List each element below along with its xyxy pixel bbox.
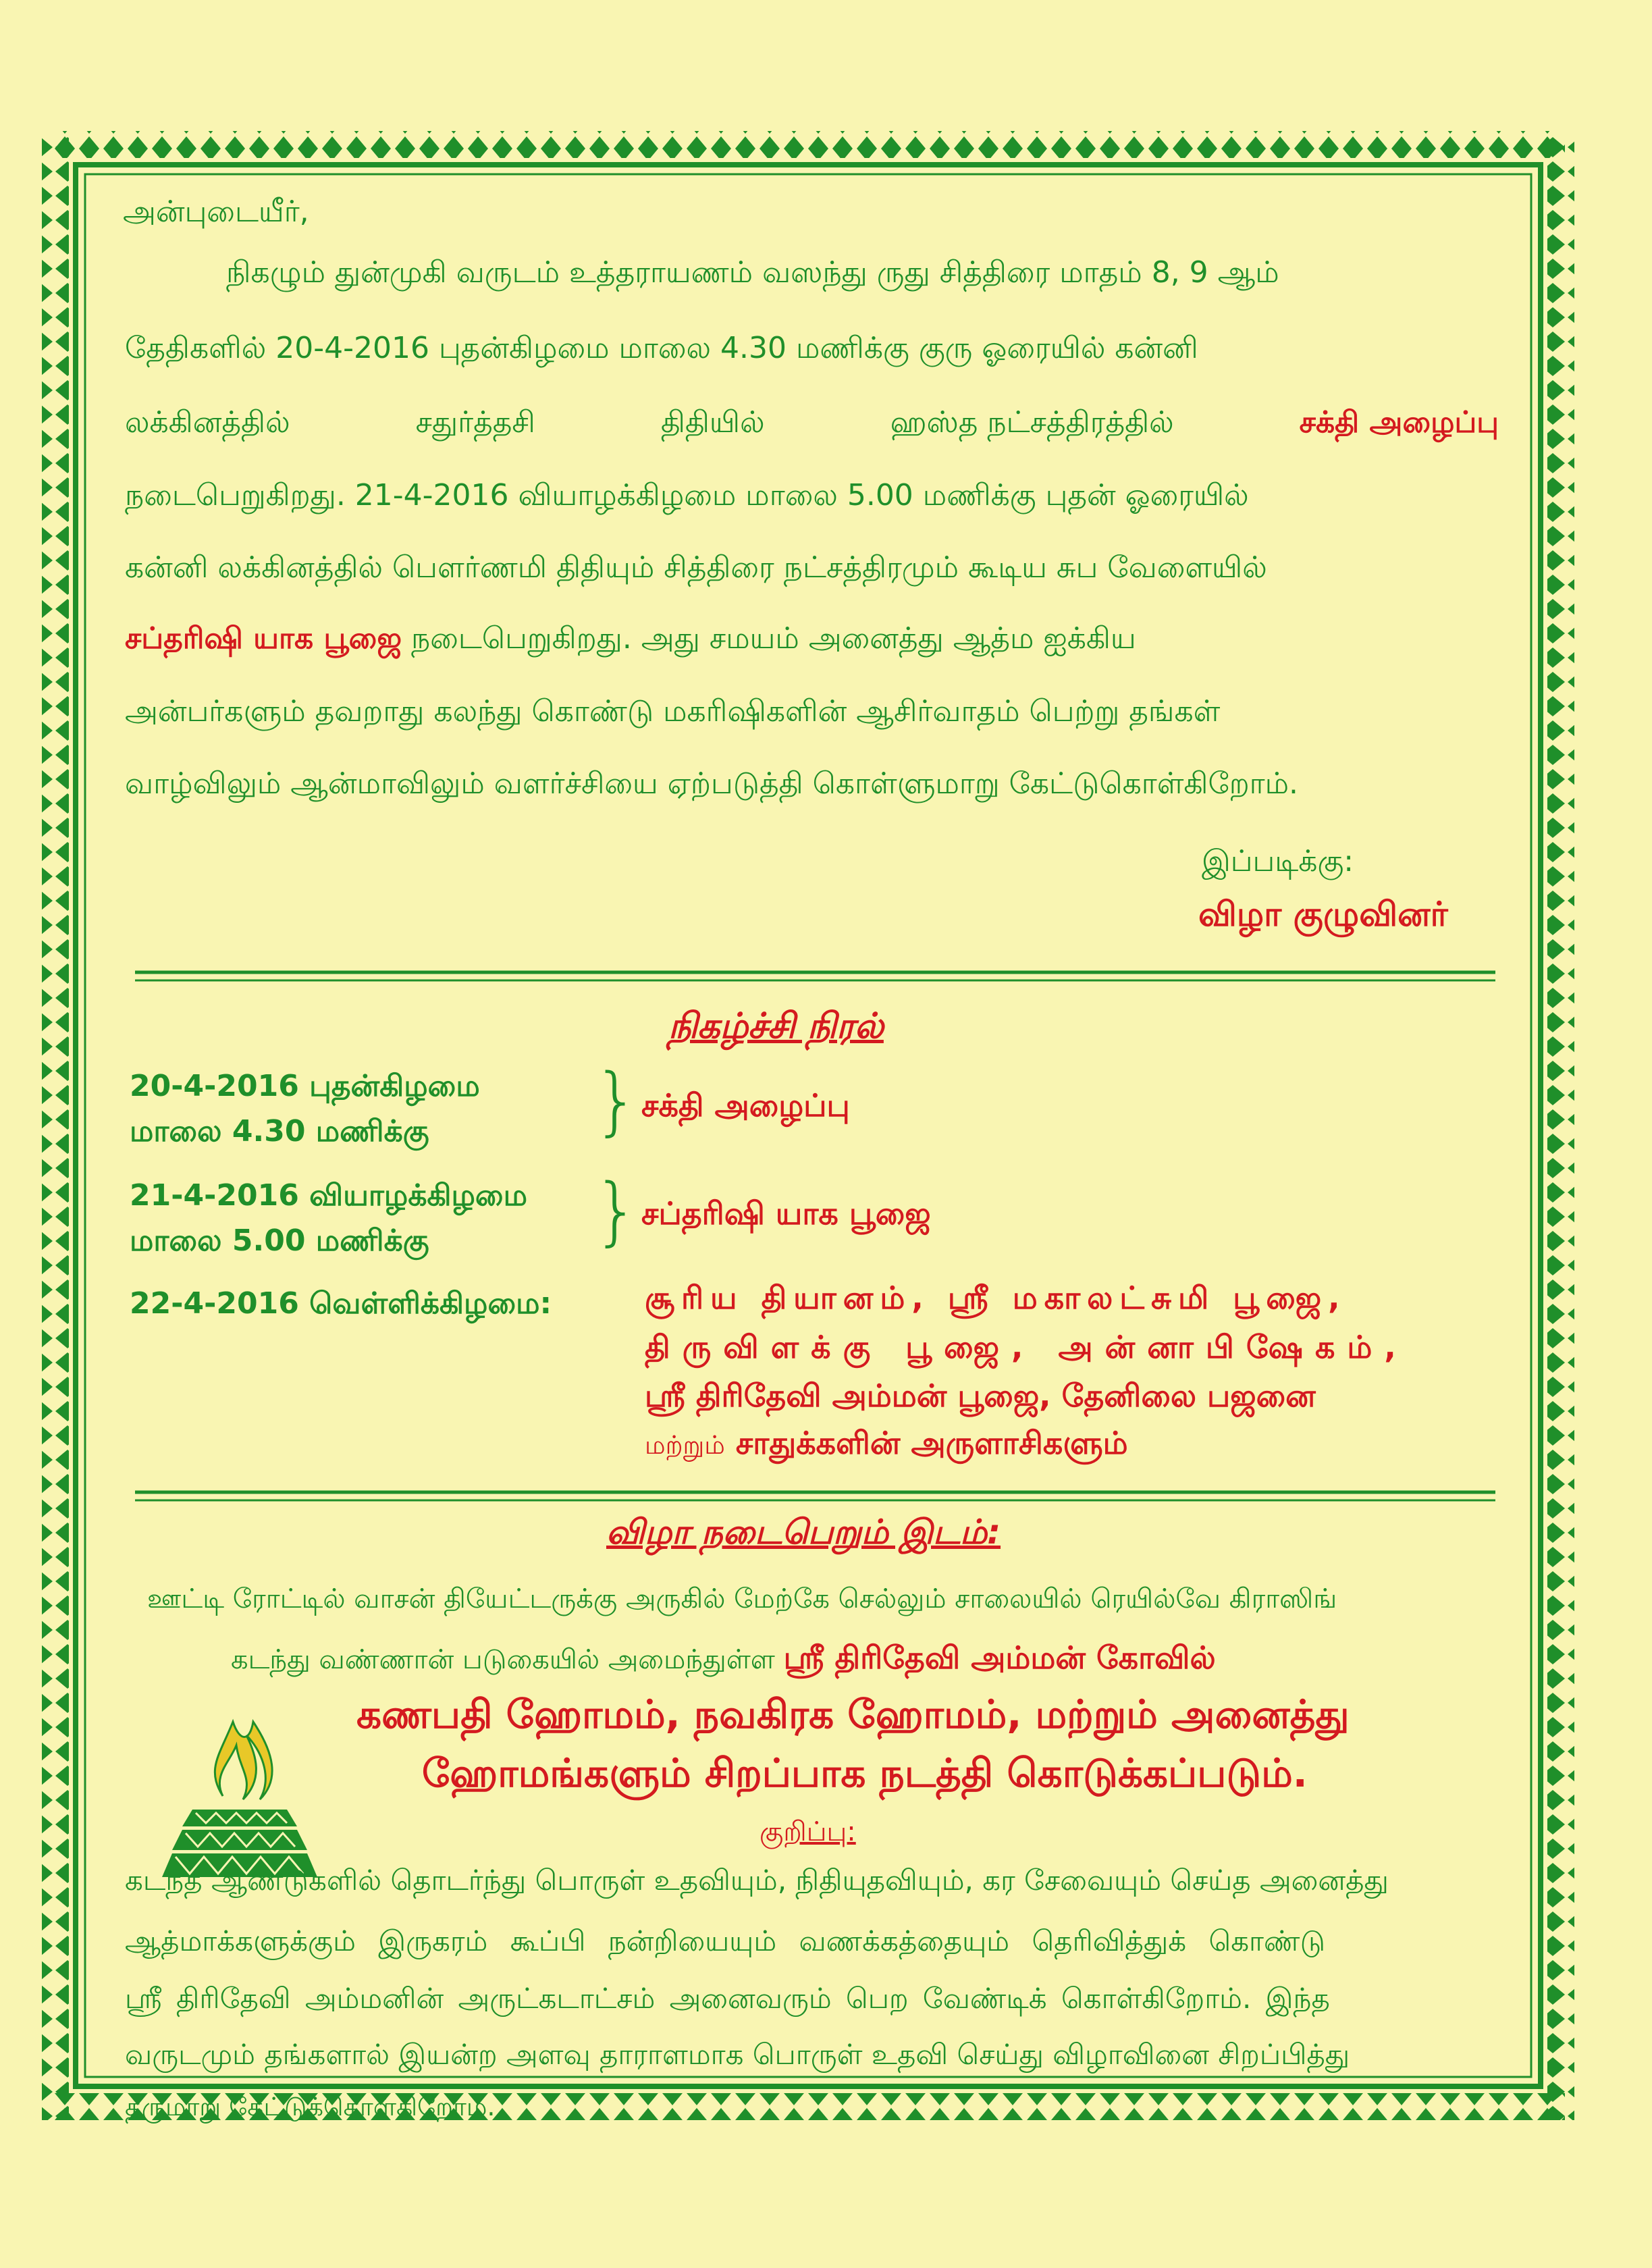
invitation-line-4: நடைபெறுகிறது. 21-4-2016 வியாழக்கிழமை மாலை 5.00 மணிக்கு புதன் ஓரையில்: [125, 478, 1249, 512]
committee: விழா குழுவினர்: [1198, 895, 1448, 934]
invitation-line-8: வாழ்விலும் ஆன்மாவிலும் வளர்ச்சியை ஏற்படுத்தி கொள்ளுமாறு கேட்டுகொள்கிறோம்.: [125, 766, 1299, 801]
note-line-3: ஸ்ரீ திரிதேவி அம்மனின் அருட்கடாட்சம் அனைவரும் பெற வேண்டிக் கொள்கிறோம். இந்த: [125, 1982, 1330, 2015]
note-line-5: தருமாறு கேட்டுக்கொள்கிறோம்.: [125, 2092, 496, 2121]
invitation-line-3: [125, 405, 1499, 444]
homam-line-1: கணபதி ஹோமம், நவகிரக ஹோமம், மற்றும் அனைத்து: [356, 1691, 1350, 1737]
day1-brace: }: [593, 1057, 640, 1144]
day1-date: 20-4-2016 புதன்கிழமை: [130, 1069, 480, 1103]
shakthi-azhaippu-highlight: சக்தி அழைப்பு: [1299, 405, 1499, 440]
day3-line-2: திருவிளக்கு பூஜை, அன்னாபிஷேகம்,: [645, 1329, 1408, 1365]
homam-line-2: ஹோமங்களும் சிறப்பாக நடத்தி கொடுக்கப்படும்.: [422, 1750, 1308, 1796]
line3-word-1: லக்கினத்தில்: [125, 405, 290, 440]
day1-event: சக்தி அழைப்பு: [641, 1087, 850, 1124]
day3-line-4: மற்றும் சாதுக்களின் அருளாசிகளும்: [645, 1425, 1128, 1461]
signoff: இப்படிக்கு:: [1202, 844, 1354, 878]
day2-date: 21-4-2016 வியாழக்கிழமை: [130, 1178, 527, 1213]
day2-time: மாலை 5.00 மணிக்கு: [130, 1223, 429, 1258]
salutation: அன்புடையீர்,: [123, 194, 309, 229]
note-line-4: வருடமும் தங்களால் இயன்ற அளவு தாராளமாக பொருள் உதவி செய்து விழாவினை சிறப்பித்து: [125, 2038, 1350, 2071]
line3-word-2: சதுர்த்தசி: [415, 405, 535, 440]
day3-line-3: ஸ்ரீ திரிதேவி அம்மன் பூஜை, தேனிலை பஜனை: [645, 1377, 1316, 1414]
note-line-2: ஆத்மாக்களுக்கும் இருகரம் கூப்பி நன்றியையும் வணக்கத்தையும் தெரிவித்துக் கொண்டு: [125, 1924, 1325, 1957]
venue-line-1: ஊட்டி ரோட்டில் வாசன் தியேட்டருக்கு அருகில் மேற்கே செல்லும் சாலையில் ரெயில்வே கிராஸிங்: [147, 1583, 1337, 1614]
venue-line-2: கடந்து வண்ணான் படுகையில் அமைந்துள்ள ஸ்ரீ திரிதேவி அம்மன் கோவில்: [231, 1639, 1216, 1676]
note-heading: குறிப்பு:: [760, 1816, 856, 1847]
saptharishi-highlight: சப்தரிஷி யாக பூஜை: [125, 621, 402, 656]
day3-line-1: சூரிய தியானம், ஸ்ரீ மகாலட்சுமி பூஜை,: [645, 1280, 1347, 1316]
invitation-line-5: கன்னி லக்கினத்தில் பௌர்ணமி திதியும் சித்திரை நட்சத்திரமும் கூடிய சுப வேளையில்: [125, 550, 1267, 585]
venue-temple: ஸ்ரீ திரிதேவி அம்மன் கோவில்: [783, 1639, 1216, 1676]
venue-heading: விழா நடைபெறும் இடம்:: [606, 1512, 1001, 1552]
invitation-line-1: நிகழும் துன்முகி வருடம் உத்தராயணம் வஸந்து ருது சித்திரை மாதம் 8, 9 ஆம்: [226, 255, 1279, 290]
day1-time: மாலை 4.30 மணிக்கு: [130, 1114, 429, 1149]
note-line-1: கடந்த ஆண்டுகளில் தொடர்ந்து பொருள் உதவியும், நிதியுதவியும், கர சேவையும் செய்த அனைத்து: [125, 1864, 1389, 1897]
day2-event: சப்தரிஷி யாக பூஜை: [641, 1195, 931, 1232]
line3-word-3: திதியில்: [660, 405, 765, 440]
invitation-line-2: தேதிகளில் 20-4-2016 புதன்கிழமை மாலை 4.30 மணிக்கு குரு ஓரையில் கன்னி: [125, 331, 1198, 365]
day3-date: 22-4-2016 வெள்ளிக்கிழமை:: [130, 1286, 552, 1321]
line3-word-4: ஹஸ்த நட்சத்திரத்தில்: [890, 405, 1174, 440]
invitation-line-7: அன்பர்களும் தவறாது கலந்து கொண்டு மகரிஷிகளின் ஆசிர்வாதம் பெற்று தங்கள்: [125, 694, 1221, 729]
day2-brace: }: [593, 1167, 640, 1254]
program-heading: நிகழ்ச்சி நிரல்: [668, 1006, 884, 1047]
invitation-line-6: சப்தரிஷி யாக பூஜை நடைபெறுகிறது. அது சமயம் அனைத்து ஆத்ம ஐக்கிய: [125, 621, 1136, 656]
